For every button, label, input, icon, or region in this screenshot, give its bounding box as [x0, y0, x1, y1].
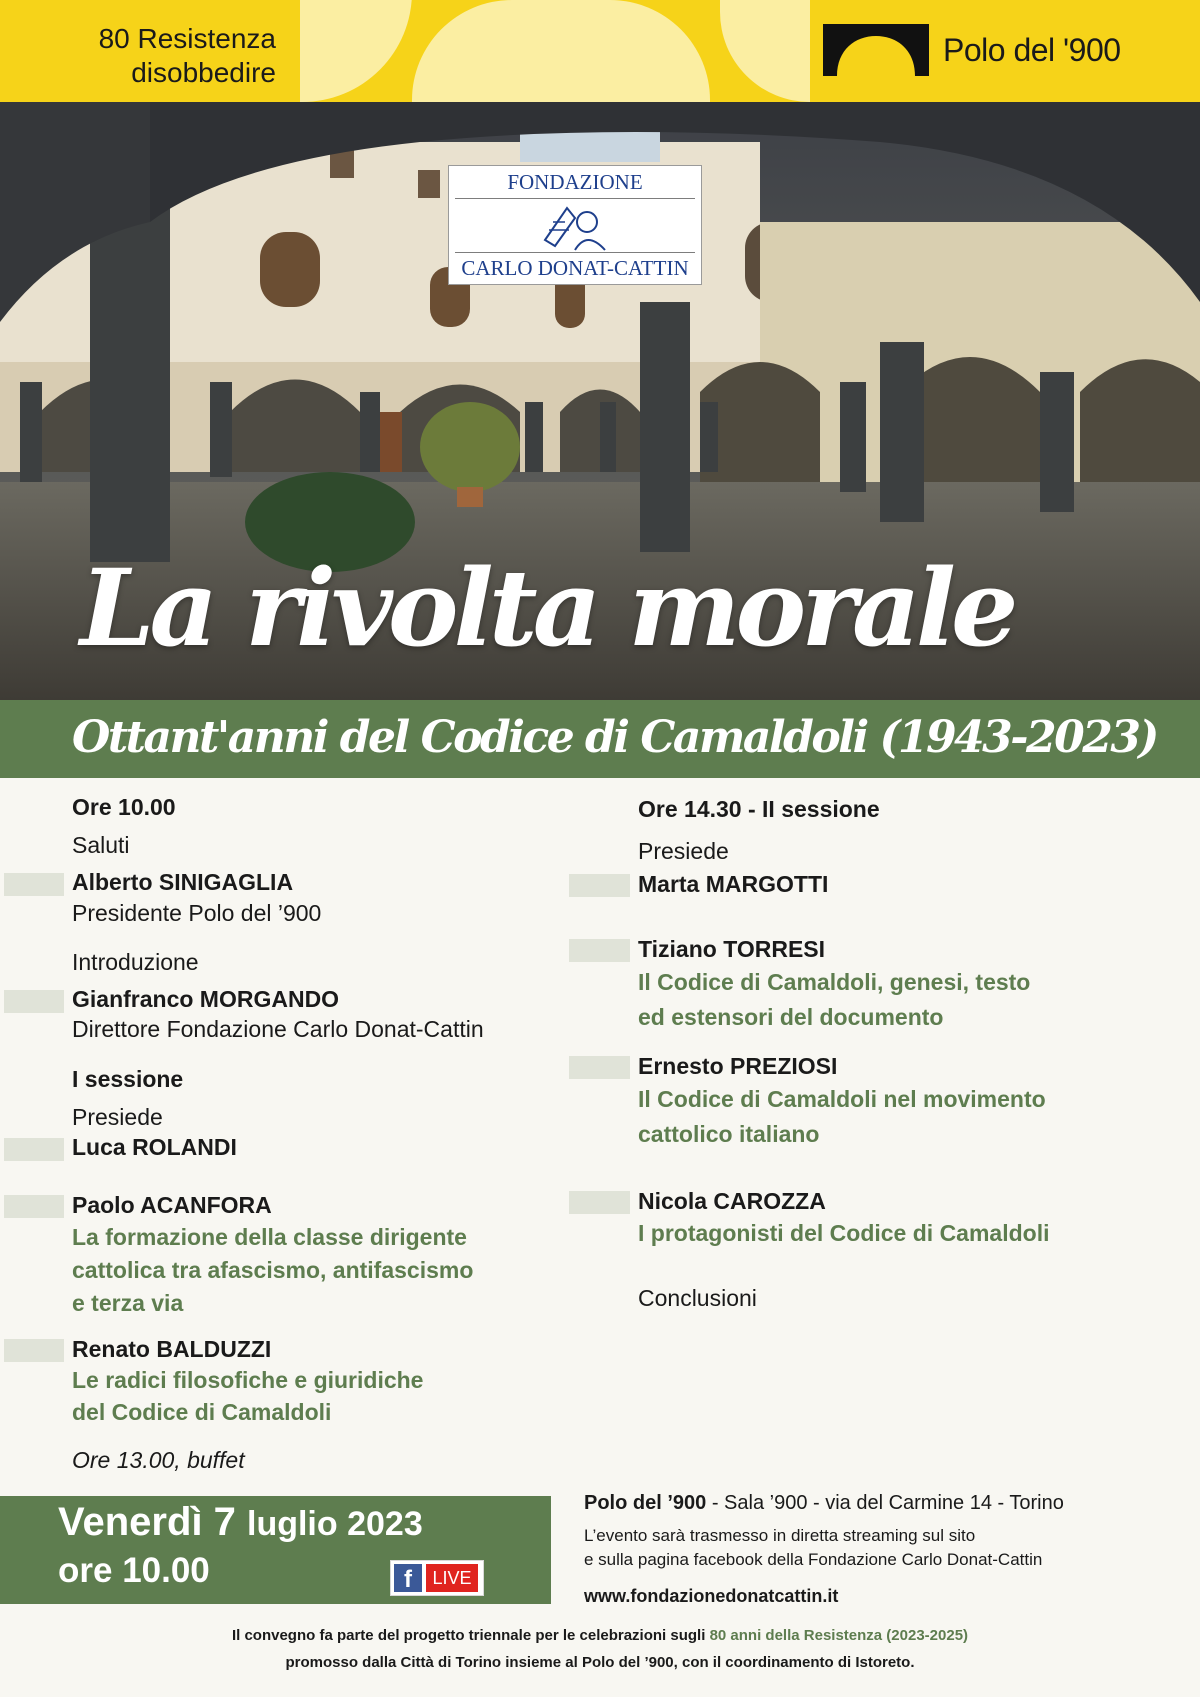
portrait-engraving-icon: [539, 200, 611, 252]
polo-brand-name: Polo del '900: [943, 32, 1121, 68]
saluti-label: Saluti: [72, 832, 130, 858]
speaker-marker: [4, 1195, 64, 1218]
venue-address: - Sala ’900 - via del Carmine 14 - Torino: [706, 1492, 1064, 1514]
session-heading: I sessione: [72, 1066, 184, 1092]
campaign-tagline: [86, 22, 276, 90]
venue-name: Polo del ’900: [584, 1492, 707, 1514]
talk-title: Il Codice di Camaldoli nel movimento: [638, 1086, 1046, 1112]
speaker-name: Renato BALDUZZI: [72, 1336, 272, 1362]
website-link[interactable]: www.fondazionedonatcattin.it: [584, 1586, 839, 1606]
event-month-year: luglio 2023: [247, 1505, 423, 1543]
speaker-role: Direttore Fondazione Carlo Donat-Cattin: [72, 1016, 484, 1042]
speaker-role: Presidente Polo del ’900: [72, 900, 322, 926]
talk-title: cattolico italiano: [638, 1121, 820, 1147]
speaker-name: Gianfranco MORGANDO: [72, 986, 340, 1012]
morning-time: Ore 10.00: [72, 794, 176, 820]
facebook-icon: f: [394, 1564, 422, 1592]
presiede-label: Presiede: [638, 838, 729, 864]
speaker-name: Tiziano TORRESI: [638, 936, 826, 962]
talk-title: I protagonisti del Codice di Camaldoli: [638, 1220, 1050, 1246]
subtitle: Ottant'anni del Codice di Camaldoli (1943-2023): [72, 712, 1157, 763]
talk-title: La formazione della classe dirigente: [72, 1224, 467, 1250]
event-day: Venerdì 7: [58, 1500, 236, 1544]
logo-text-bottom: CARLO DONAT-CATTIN: [461, 256, 689, 280]
fondazione-logo: [448, 165, 702, 285]
speaker-marker: [569, 939, 630, 962]
footer-line1: [0, 1627, 1200, 1644]
live-label: LIVE: [426, 1564, 478, 1592]
presiede-label: Presiede: [72, 1104, 163, 1130]
footer-highlight: 80 anni della Resistenza (2023-2025): [709, 1627, 969, 1644]
speaker-marker: [569, 874, 630, 897]
footer-line2: promosso dalla Città di Torino insieme al Polo del ’900, con il coordinamento di Istoreto.: [285, 1654, 915, 1671]
talk-title: cattolica tra afascismo, antifascismo: [72, 1257, 474, 1283]
tagline-line2: disobbedire: [131, 57, 276, 88]
main-title: La rivolta morale: [80, 545, 1014, 670]
session-heading: Ore 14.30 - II sessione: [638, 796, 880, 822]
talk-title: Il Codice di Camaldoli, genesi, testo: [638, 969, 1031, 995]
talk-title: Le radici filosofiche e giuridiche: [72, 1367, 424, 1393]
facebook-live-badge[interactable]: [390, 1560, 484, 1596]
footer-text: Il convegno fa parte del progetto triennale per le celebrazioni sugli: [231, 1627, 710, 1644]
tagline-line1: 80 Resistenza: [98, 23, 276, 54]
speaker-marker: [4, 1339, 64, 1362]
speaker-marker: [4, 990, 64, 1013]
streaming-note: e sulla pagina facebook della Fondazione Carlo Donat-Cattin: [584, 1550, 1043, 1569]
talk-title: e terza via: [72, 1290, 184, 1316]
speaker-name: Nicola CAROZZA: [638, 1188, 826, 1214]
talk-title: del Codice di Camaldoli: [72, 1399, 332, 1425]
logo-text-top: FONDAZIONE: [507, 170, 643, 194]
conclusioni-label: Conclusioni: [638, 1285, 757, 1311]
chair-name: Luca ROLANDI: [72, 1134, 237, 1160]
speaker-marker: [569, 1191, 630, 1214]
introduzione-label: Introduzione: [72, 949, 199, 975]
speaker-marker: [4, 873, 64, 896]
speaker-name: Ernesto PREZIOSI: [638, 1053, 838, 1079]
event-time: ore 10.00: [58, 1551, 210, 1590]
talk-title: ed estensori del documento: [638, 1004, 944, 1030]
streaming-note: L’evento sarà trasmesso in diretta streaming sul sito: [584, 1526, 976, 1545]
speaker-marker: [4, 1138, 64, 1161]
speaker-name: Alberto SINIGAGLIA: [72, 869, 294, 895]
speaker-name: Paolo ACANFORA: [72, 1192, 272, 1218]
event-date: [58, 1500, 423, 1545]
buffet-note: Ore 13.00, buffet: [72, 1447, 245, 1473]
polo-arch-logo-icon: [823, 24, 929, 76]
venue-line: [584, 1492, 1064, 1515]
chair-name: Marta MARGOTTI: [638, 871, 829, 897]
speaker-marker: [569, 1056, 630, 1079]
